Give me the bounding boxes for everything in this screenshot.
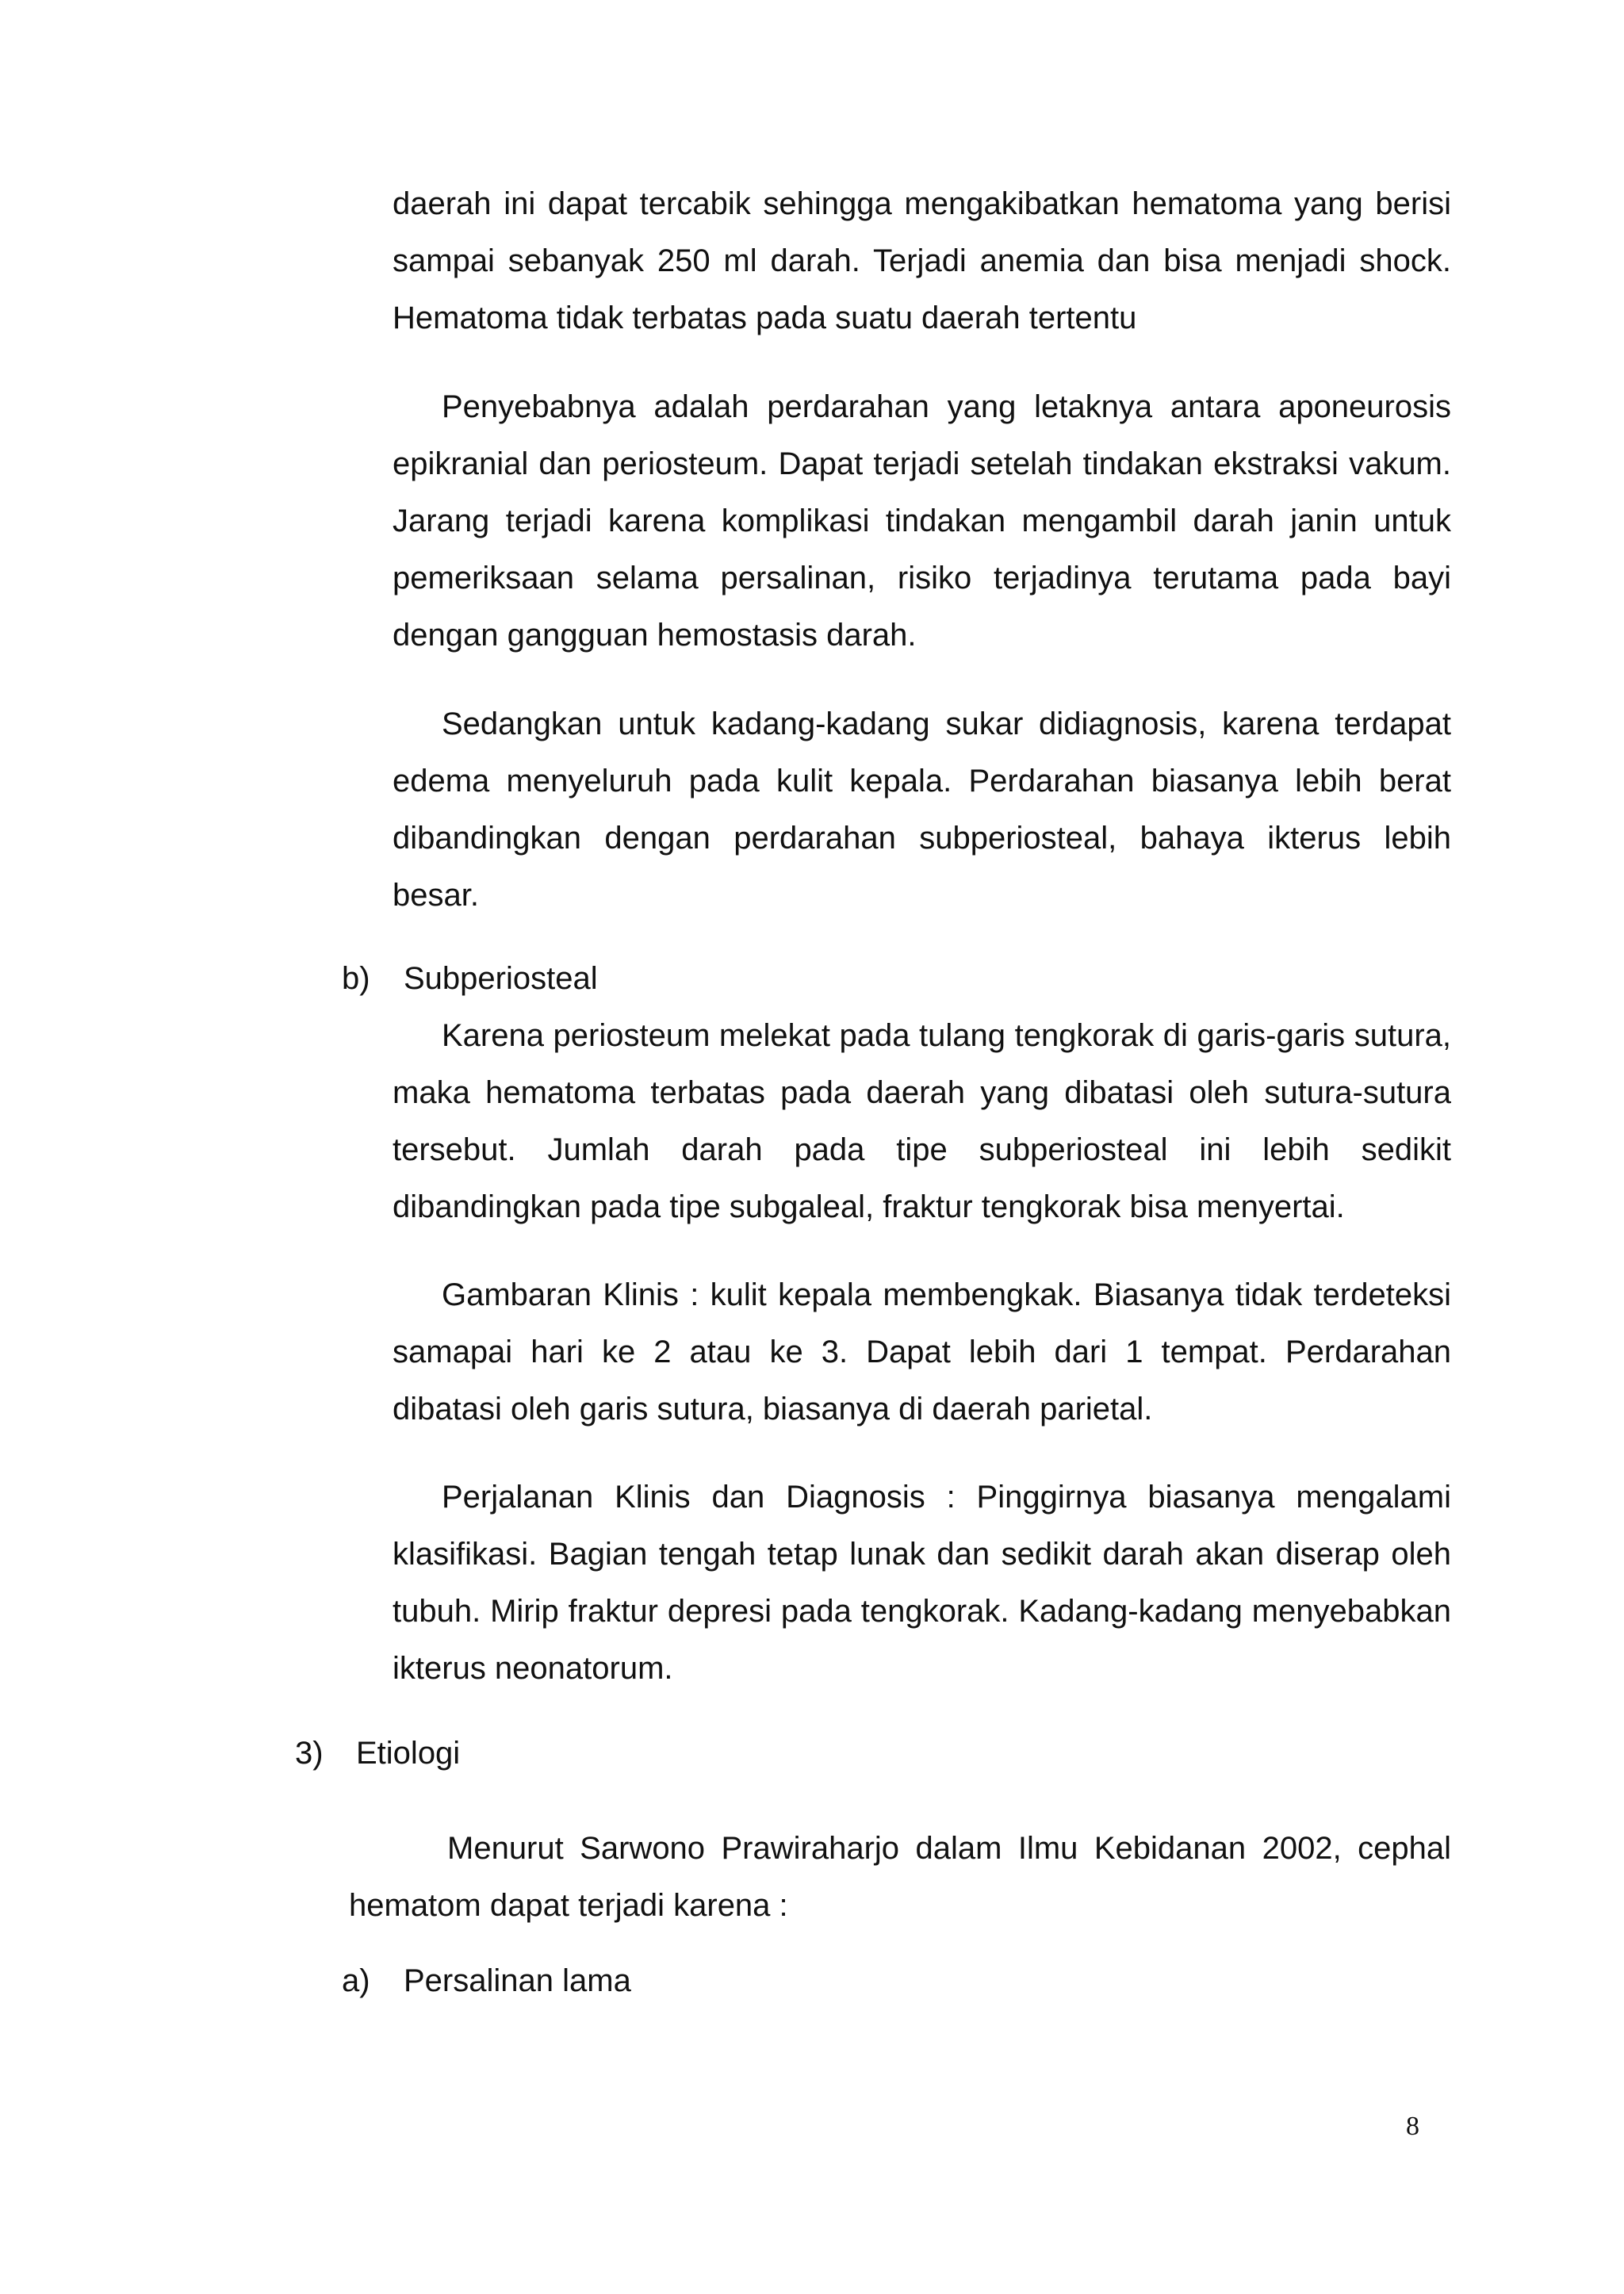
page-number: 8: [1406, 2112, 1419, 2141]
paragraph-sedangkan: Sedangkan untuk kadang-kadang sukar didiagnosis, karena terdapat edema menyeluruh pada kulit kepala. Perdarahan biasanya lebih berat dibandingkan dengan perdarahan subperiosteal, bahaya ikterus lebih besar.: [393, 707, 1451, 913]
heading-persalinan-lama: Persalinan lama: [404, 1963, 631, 1998]
paragraph-perjalanan-klinis: Perjalanan Klinis dan Diagnosis : Pinggirnya biasanya mengalami klasifikasi. Bagian tengah tetap lunak dan sedikit darah akan diserap oleh tubuh. Mirip fraktur depresi pada tengkorak. Kadang-kadang menyebabkan ikterus neonatorum.: [393, 1480, 1451, 1686]
heading-etiologi: Etiologi: [356, 1736, 461, 1771]
paragraph-karena: Karena periosteum melekat pada tulang tengkorak di garis-garis sutura, maka hematoma terbatas pada daerah yang dibatasi oleh sutura-sutura tersebut. Jumlah darah pada tipe subperiosteal ini lebih sedikit dibandingkan pada tipe subgaleal, fraktur tengkorak bisa menyertai.: [393, 1018, 1451, 1224]
paragraph-penyebab: Penyebabnya adalah perdarahan yang letaknya antara aponeurosis epikranial dan periosteum. Dapat terjadi setelah tindakan ekstraksi vakum. Jarang terjadi karena komplikasi tindakan mengambil darah janin untuk pemeriksaan selama persalinan, risiko terjadinya terutama pada bayi dengan gangguan hemostasis darah.: [393, 389, 1451, 653]
list-marker-b: b): [342, 961, 370, 996]
list-marker-a: a): [342, 1963, 370, 1998]
heading-subperiosteal: Subperiosteal: [404, 961, 598, 996]
paragraph-gambaran-klinis: Gambaran Klinis : kulit kepala membengkak. Biasanya tidak terdeteksi samapai hari ke 2 atau ke 3. Dapat lebih dari 1 tempat. Perdarahan dibatasi oleh garis sutura, biasanya di daerah parietal.: [393, 1277, 1451, 1427]
paragraph-continuation: daerah ini dapat tercabik sehingga mengakibatkan hematoma yang berisi sampai sebanyak 250 ml darah. Terjadi anemia dan bisa menjadi shock. Hematoma tidak terbatas pada suatu daerah tertentu: [393, 186, 1451, 335]
paragraph-menurut: Menurut Sarwono Prawiraharjo dalam Ilmu Kebidanan 2002, cephal hematom dapat terjadi karena :: [349, 1831, 1451, 1923]
section-marker-3: 3): [295, 1736, 324, 1771]
